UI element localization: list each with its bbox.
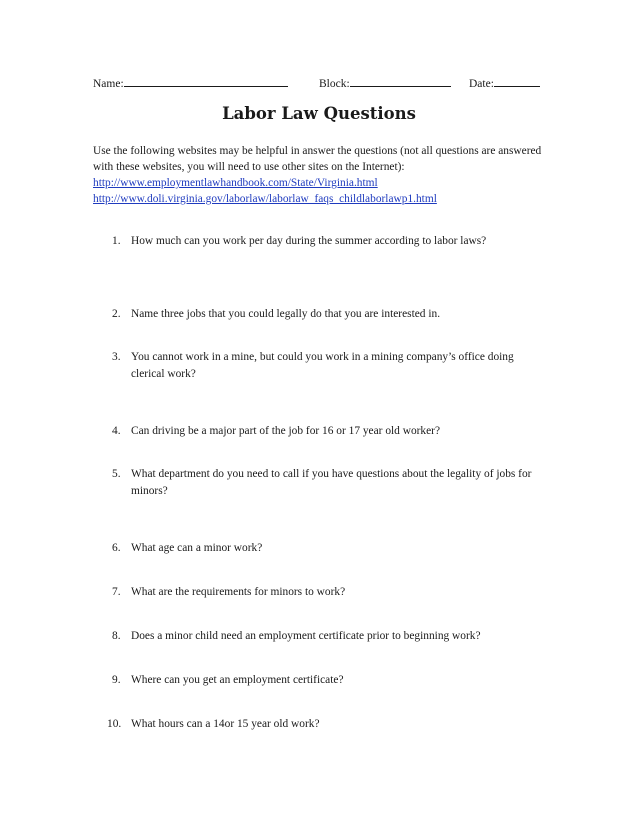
question-text: What age can a minor work? — [131, 542, 263, 554]
question-number: 1. — [112, 235, 121, 247]
question-6 — [112, 540, 542, 557]
question-number: 10. — [107, 718, 122, 730]
question-text: Name three jobs that you could legally do that you are interested in. — [131, 308, 441, 320]
question-text: What hours can a 14or 15 year old work? — [131, 718, 320, 730]
block-blank-line[interactable] — [350, 76, 451, 87]
date-blank-line[interactable] — [494, 76, 540, 87]
question-4 — [112, 423, 542, 440]
page-title: Labor Law Questions — [222, 104, 416, 123]
link-employment-law-handbook[interactable]: http://www.employmentlawhandbook.com/State/Virginia.html — [93, 177, 378, 189]
question-2 — [112, 306, 542, 323]
question-number: 5. — [112, 468, 121, 480]
intro-section — [93, 143, 548, 207]
question-text: What department do you need to call if you have questions about the legality of jobs for minors? — [131, 468, 532, 497]
name-label: Name: — [93, 78, 124, 90]
question-text: What are the requirements for minors to work? — [131, 586, 346, 598]
question-text: Where can you get an employment certificate? — [131, 674, 344, 686]
question-9 — [112, 672, 542, 689]
link-doli-virginia[interactable]: http://www.doli.virginia.gov/laborlaw/laborlaw_faqs_childlaborlawp1.html — [93, 193, 437, 205]
name-field[interactable] — [93, 76, 288, 90]
question-1 — [112, 233, 542, 250]
question-10 — [107, 716, 537, 733]
question-number: 7. — [112, 586, 121, 598]
student-info-row — [93, 76, 545, 94]
question-number: 6. — [112, 542, 121, 554]
question-number: 8. — [112, 630, 121, 642]
question-text: Can driving be a major part of the job for 16 or 17 year old worker? — [131, 425, 441, 437]
question-number: 2. — [112, 308, 121, 320]
question-number: 4. — [112, 425, 121, 437]
question-text: How much can you work per day during the summer according to labor laws? — [131, 235, 487, 247]
question-number: 9. — [112, 674, 121, 686]
name-blank-line[interactable] — [124, 76, 288, 87]
question-3 — [112, 349, 542, 383]
question-number: 3. — [112, 351, 121, 363]
block-label: Block: — [319, 78, 350, 90]
date-field[interactable] — [469, 76, 540, 90]
question-7 — [112, 584, 542, 601]
question-text: Does a minor child need an employment certificate prior to beginning work? — [131, 630, 481, 642]
date-label: Date: — [469, 78, 494, 90]
question-5 — [112, 466, 542, 500]
block-field[interactable] — [319, 76, 451, 90]
intro-text: Use the following websites may be helpful in answer the questions (not all questions are answered with these websites, you will need to use other sites on the Internet): — [93, 145, 542, 173]
question-text: You cannot work in a mine, but could you work in a mining company’s office doing clerical work? — [131, 351, 514, 380]
question-8 — [112, 628, 542, 645]
